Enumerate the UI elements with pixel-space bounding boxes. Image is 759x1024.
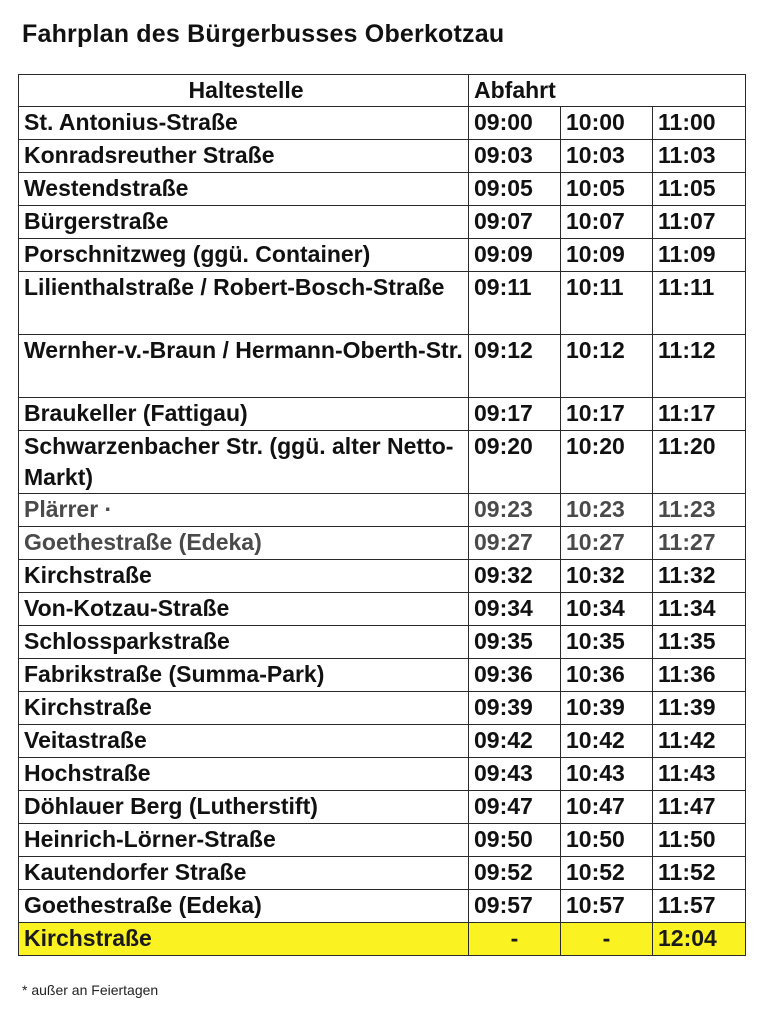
departure-time: 10:52 [561, 857, 653, 890]
stop-name: Lilienthalstraße / Robert-Bosch-Straße [19, 272, 469, 335]
stop-name: Schlossparkstraße [19, 626, 469, 659]
departure-time: 10:57 [561, 890, 653, 923]
table-row [19, 560, 746, 593]
departure-time: 11:32 [653, 560, 746, 593]
table-row [19, 272, 746, 335]
departure-time: 09:42 [469, 725, 561, 758]
page-title: Fahrplan des Bürgerbusses Oberkotzau [22, 20, 505, 48]
stop-name: Plärrer · [19, 494, 469, 527]
departure-time: 09:23 [469, 494, 561, 527]
departure-time: 11:52 [653, 857, 746, 890]
table-row [19, 659, 746, 692]
footnote: * außer an Feiertagen [22, 982, 159, 998]
departure-time: 11:47 [653, 791, 746, 824]
stop-name: Kirchstraße [19, 560, 469, 593]
departure-time: 09:57 [469, 890, 561, 923]
stop-name: Goethestraße (Edeka) [19, 527, 469, 560]
departure-time: 10:20 [561, 431, 653, 494]
stop-name: Westendstraße [19, 173, 469, 206]
table-row [19, 626, 746, 659]
departure-time: 09:39 [469, 692, 561, 725]
departure-time: 11:27 [653, 527, 746, 560]
departure-time: 11:39 [653, 692, 746, 725]
departure-time: 10:36 [561, 659, 653, 692]
departure-time: 11:42 [653, 725, 746, 758]
departure-time: 11:11 [653, 272, 746, 335]
stop-name: Veitastraße [19, 725, 469, 758]
stop-name: Wernher-v.-Braun / Hermann-Oberth-Str. [19, 335, 469, 398]
header-departure: Abfahrt [469, 75, 746, 107]
departure-time: 11:34 [653, 593, 746, 626]
timetable [18, 74, 746, 956]
stop-name: Kautendorfer Straße [19, 857, 469, 890]
stop-name: Heinrich-Lörner-Straße [19, 824, 469, 857]
departure-time: 11:36 [653, 659, 746, 692]
stop-name: Von-Kotzau-Straße [19, 593, 469, 626]
departure-time: 09:32 [469, 560, 561, 593]
departure-time: 10:03 [561, 140, 653, 173]
table-row [19, 527, 746, 560]
table-row [19, 140, 746, 173]
table-row [19, 791, 746, 824]
stop-name: Hochstraße [19, 758, 469, 791]
departure-time: 12:04 [653, 923, 746, 956]
table-row [19, 890, 746, 923]
table-row [19, 335, 746, 398]
departure-time: 10:43 [561, 758, 653, 791]
table-row [19, 593, 746, 626]
departure-time: 09:36 [469, 659, 561, 692]
departure-time: 11:17 [653, 398, 746, 431]
departure-time: 11:43 [653, 758, 746, 791]
departure-time: 10:12 [561, 335, 653, 398]
departure-time: 10:42 [561, 725, 653, 758]
departure-time: 10:23 [561, 494, 653, 527]
table-row [19, 431, 746, 494]
departure-time: 11:50 [653, 824, 746, 857]
departure-time: 10:17 [561, 398, 653, 431]
table-row [19, 692, 746, 725]
table-row-highlighted [19, 923, 746, 956]
table-row [19, 173, 746, 206]
departure-time: 11:12 [653, 335, 746, 398]
departure-time: 10:39 [561, 692, 653, 725]
departure-time: 09:52 [469, 857, 561, 890]
table-row [19, 107, 746, 140]
header-stop: Haltestelle [19, 75, 469, 107]
departure-time: 10:35 [561, 626, 653, 659]
departure-time: 09:47 [469, 791, 561, 824]
stop-name: Kirchstraße [19, 692, 469, 725]
departure-time: 10:47 [561, 791, 653, 824]
departure-time: 11:35 [653, 626, 746, 659]
departure-time: 09:05 [469, 173, 561, 206]
departure-time: 10:09 [561, 239, 653, 272]
table-row [19, 398, 746, 431]
departure-time: 11:00 [653, 107, 746, 140]
departure-time: 09:03 [469, 140, 561, 173]
stop-name: St. Antonius-Straße [19, 107, 469, 140]
table-row [19, 206, 746, 239]
table-row [19, 494, 746, 527]
departure-time: 09:09 [469, 239, 561, 272]
departure-time: 10:50 [561, 824, 653, 857]
departure-time: 09:17 [469, 398, 561, 431]
departure-time: 11:20 [653, 431, 746, 494]
stop-name: Goethestraße (Edeka) [19, 890, 469, 923]
departure-time: 09:34 [469, 593, 561, 626]
departure-time: 11:05 [653, 173, 746, 206]
table-row [19, 857, 746, 890]
departure-time: - [469, 923, 561, 956]
departure-time: 09:43 [469, 758, 561, 791]
stop-name: Schwarzenbacher Str. (ggü. alter Netto-Markt) [19, 431, 469, 494]
departure-time: 09:27 [469, 527, 561, 560]
departure-time: 11:07 [653, 206, 746, 239]
departure-time: 10:27 [561, 527, 653, 560]
stop-name: Fabrikstraße (Summa-Park) [19, 659, 469, 692]
departure-time: 09:50 [469, 824, 561, 857]
departure-time: 09:20 [469, 431, 561, 494]
departure-time: 11:23 [653, 494, 746, 527]
table-row [19, 239, 746, 272]
stop-name: Porschnitzweg (ggü. Container) [19, 239, 469, 272]
departure-time: 09:12 [469, 335, 561, 398]
table-row [19, 824, 746, 857]
table-row [19, 758, 746, 791]
table-row [19, 725, 746, 758]
departure-time: 11:09 [653, 239, 746, 272]
header-row [19, 75, 746, 107]
departure-time: 10:34 [561, 593, 653, 626]
stop-name: Bürgerstraße [19, 206, 469, 239]
departure-time: - [561, 923, 653, 956]
departure-time: 09:35 [469, 626, 561, 659]
stop-name: Kirchstraße [19, 923, 469, 956]
departure-time: 11:57 [653, 890, 746, 923]
stop-name: Döhlauer Berg (Lutherstift) [19, 791, 469, 824]
departure-time: 10:32 [561, 560, 653, 593]
departure-time: 10:05 [561, 173, 653, 206]
departure-time: 09:00 [469, 107, 561, 140]
stop-name: Braukeller (Fattigau) [19, 398, 469, 431]
departure-time: 10:00 [561, 107, 653, 140]
stop-name: Konradsreuther Straße [19, 140, 469, 173]
departure-time: 10:07 [561, 206, 653, 239]
departure-time: 09:11 [469, 272, 561, 335]
departure-time: 10:11 [561, 272, 653, 335]
departure-time: 11:03 [653, 140, 746, 173]
departure-time: 09:07 [469, 206, 561, 239]
